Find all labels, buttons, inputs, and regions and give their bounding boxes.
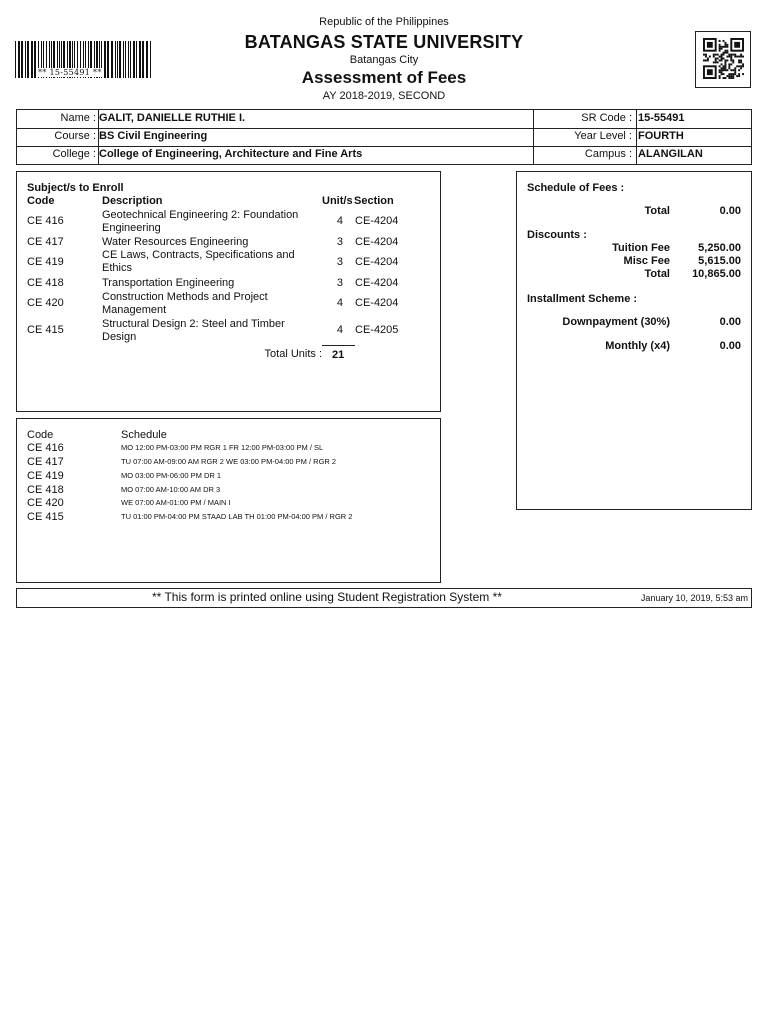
subject-section: CE-4204 bbox=[355, 277, 399, 289]
subject-code: CE 418 bbox=[27, 277, 64, 289]
subjects-col-description: Description bbox=[102, 195, 163, 207]
schedule-code: CE 416 bbox=[27, 442, 64, 454]
subject-units: 3 bbox=[336, 256, 343, 268]
footer-note: ** This form is printed online using Student Registration System ** bbox=[152, 590, 502, 604]
footer-timestamp: January 10, 2019, 5:53 am bbox=[640, 593, 748, 603]
subject-section: CE-4204 bbox=[355, 215, 399, 227]
tuition-fee-value: 5,250.00 bbox=[698, 242, 741, 254]
schedule-row bbox=[17, 442, 440, 456]
campus-label: Campus : bbox=[584, 148, 632, 160]
form-title: Assessment of Fees bbox=[301, 68, 467, 87]
schedule-text: MO 03:00 PM-06:00 PM DR 1 bbox=[121, 471, 222, 480]
subject-code: CE 420 bbox=[27, 297, 64, 309]
schedule-code: CE 419 bbox=[27, 470, 64, 482]
year-level-label: Year Level : bbox=[574, 130, 632, 142]
schedule-row bbox=[17, 484, 440, 498]
university-name: BATANGAS STATE UNIVERSITY bbox=[244, 32, 524, 52]
fees-total-value: 0.00 bbox=[719, 205, 741, 217]
city-label: Batangas City bbox=[349, 54, 419, 66]
subject-units: 4 bbox=[336, 297, 343, 309]
subject-units: 4 bbox=[336, 215, 343, 227]
schedule-code: CE 418 bbox=[27, 484, 64, 496]
sr-code-label: SR Code : bbox=[581, 112, 632, 124]
schedule-code: CE 420 bbox=[27, 497, 64, 509]
schedule-col-code: Code bbox=[27, 429, 54, 441]
subject-code: CE 419 bbox=[27, 256, 64, 268]
subject-description: Structural Design 2: Steel and Timber Design bbox=[102, 318, 285, 343]
subject-units: 3 bbox=[336, 277, 343, 289]
total-units-rule bbox=[322, 345, 355, 346]
barcode-text: ** 15-55491 ** bbox=[38, 68, 102, 77]
schedule-text: MO 12:00 PM-03:00 PM RGR 1 FR 12:00 PM-03:00 PM / SL bbox=[121, 443, 324, 452]
subject-code: CE 416 bbox=[27, 215, 64, 227]
subjects-panel bbox=[16, 171, 441, 412]
subjects-col-code: Code bbox=[27, 195, 55, 207]
subject-units: 4 bbox=[336, 324, 343, 336]
subject-description: CE Laws, Contracts, Specifications and Ethics bbox=[102, 249, 295, 274]
fees-total-label: Total bbox=[644, 205, 670, 217]
schedule-text: MO 07:00 AM-10:00 AM DR 3 bbox=[121, 485, 221, 494]
total-units-label: Total Units : bbox=[264, 348, 322, 360]
monthly-value: 0.00 bbox=[719, 340, 741, 352]
downpayment-label: Downpayment (30%) bbox=[562, 316, 670, 328]
schedule-row bbox=[17, 497, 440, 511]
name-label: Name : bbox=[60, 112, 96, 124]
misc-fee-value: 5,615.00 bbox=[698, 255, 741, 267]
subject-units: 3 bbox=[336, 236, 343, 248]
schedule-row bbox=[17, 456, 440, 470]
discount-total-value: 10,865.00 bbox=[692, 268, 741, 280]
subject-section: CE-4205 bbox=[355, 324, 399, 336]
fees-title: Schedule of Fees : bbox=[527, 182, 625, 194]
subjects-col-section: Section bbox=[354, 195, 394, 207]
college-label: College : bbox=[52, 148, 96, 160]
downpayment-value: 0.00 bbox=[719, 316, 741, 328]
schedule-col-schedule: Schedule bbox=[121, 429, 167, 441]
qr-code-image bbox=[695, 31, 751, 88]
republic-label: Republic of the Philippines bbox=[319, 16, 449, 28]
tuition-fee-label: Tuition Fee bbox=[612, 242, 670, 254]
sr-code: 15-55491 bbox=[638, 112, 685, 124]
schedule-text: WE 07:00 AM-01:00 PM / MAIN I bbox=[121, 498, 231, 507]
year-level: FOURTH bbox=[638, 130, 684, 142]
subject-code: CE 415 bbox=[27, 324, 64, 336]
schedule-row bbox=[17, 470, 440, 484]
subject-section: CE-4204 bbox=[355, 256, 399, 268]
subjects-col-units: Unit/s bbox=[322, 195, 353, 207]
subjects-title: Subject/s to Enroll bbox=[27, 182, 124, 194]
installment-title: Installment Scheme : bbox=[527, 293, 638, 305]
subject-description: Geotechnical Engineering 2: Foundation Engineering bbox=[102, 209, 299, 234]
schedule-code: CE 417 bbox=[27, 456, 64, 468]
schedule-code: CE 415 bbox=[27, 511, 64, 523]
student-course: BS Civil Engineering bbox=[99, 130, 208, 142]
total-units-value: 21 bbox=[332, 349, 345, 361]
misc-fee-label: Misc Fee bbox=[623, 255, 670, 267]
subject-code: CE 417 bbox=[27, 236, 64, 248]
campus: ALANGILAN bbox=[638, 148, 703, 160]
course-label: Course : bbox=[54, 130, 96, 142]
schedule-row bbox=[17, 511, 440, 525]
schedule-text: TU 01:00 PM-04:00 PM STAAD LAB TH 01:00 PM-04:00 PM / RGR 2 bbox=[121, 512, 353, 521]
discounts-title: Discounts : bbox=[527, 229, 587, 241]
schedule-text: TU 07:00 AM-09:00 AM RGR 2 WE 03:00 PM-04:00 PM / RGR 2 bbox=[121, 457, 337, 466]
subject-section: CE-4204 bbox=[355, 297, 399, 309]
student-name: GALIT, DANIELLE RUTHIE I. bbox=[99, 112, 246, 124]
student-college: College of Engineering, Architecture and Fine Arts bbox=[99, 148, 363, 160]
academic-year: AY 2018-2019, SECOND bbox=[322, 90, 446, 102]
monthly-label: Monthly (x4) bbox=[605, 340, 670, 352]
subject-description: Water Resources Engineering bbox=[102, 236, 249, 248]
student-info-table bbox=[16, 109, 752, 165]
subject-section: CE-4204 bbox=[355, 236, 399, 248]
discount-total-label: Total bbox=[644, 268, 670, 280]
subject-description: Construction Methods and Project Management bbox=[102, 291, 268, 316]
footer-bar bbox=[16, 588, 752, 608]
fees-panel bbox=[516, 171, 752, 510]
subject-description: Transportation Engineering bbox=[102, 277, 235, 289]
schedule-panel bbox=[16, 418, 441, 583]
